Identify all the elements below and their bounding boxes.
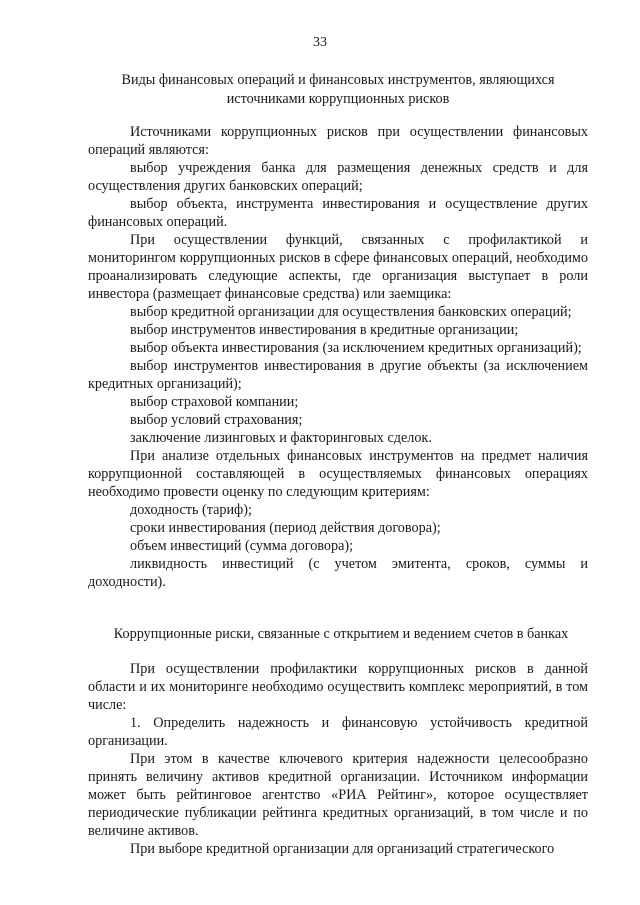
paragraph: При осуществлении функций, связанных с профилактикой и мониторингом коррупционных рисков в сфере финансовых операций, необходимо проанализировать следующие аспекты, где организация выступает в роли инвестора (размещает финансовые средства) или заемщика:: [88, 232, 588, 302]
paragraph: При этом в качестве ключевого критерия надежности целесообразно принять величину активов кредитной организации. Источником информации может быть рейтинговое агентство «РИА Рейтинг», которое осуществляет периодические публикации рейтинга кредитных организаций, в том числе и по величине активов.: [88, 751, 588, 839]
paragraph: 1. Определить надежность и финансовую устойчивость кредитной организации.: [88, 715, 588, 749]
paragraph: ликвидность инвестиций (с учетом эмитента, сроков, суммы и доходности).: [88, 556, 588, 590]
paragraph: При осуществлении профилактики коррупционных рисков в данной области и их мониторинге необходимо осуществить комплекс мероприятий, в том числе:: [88, 661, 588, 713]
paragraph: При анализе отдельных финансовых инструментов на предмет наличия коррупционной составляющей в осуществляемых финансовых операциях необходимо провести оценку по следующим критериям:: [88, 448, 588, 500]
paragraph: Источниками коррупционных рисков при осуществлении финансовых операций являются:: [88, 124, 588, 158]
paragraph: объем инвестиций (сумма договора);: [130, 538, 354, 554]
paragraph: сроки инвестирования (период действия договора);: [130, 520, 441, 536]
paragraph: выбор объекта инвестирования (за исключением кредитных организаций);: [130, 340, 582, 356]
paragraph: выбор инструментов инвестирования в кредитные организации;: [130, 322, 519, 338]
page-number: 33: [313, 35, 327, 50]
section-heading: Коррупционные риски, связанные с открытием и ведением счетов в банках: [113, 626, 569, 642]
paragraph: выбор условий страхования;: [130, 412, 303, 428]
paragraph: выбор учреждения банка для размещения денежных средств и для осуществления других банковских операций;: [88, 160, 588, 194]
paragraph: При выборе кредитной организации для организаций стратегического: [130, 841, 555, 857]
paragraph: выбор кредитной организации для осуществления банковских операций;: [130, 304, 572, 320]
section-body: [88, 123, 588, 591]
section-heading: Виды финансовых операций и финансовых инструментов, являющихся источниками коррупционных рисков: [121, 72, 555, 107]
paragraph: выбор страховой компании;: [130, 394, 299, 410]
section-body: [88, 660, 588, 858]
paragraph: выбор инструментов инвестирования в другие объекты (за исключением кредитных организаций);: [88, 358, 588, 392]
paragraph: выбор объекта, инструмента инвестирования и осуществление других финансовых операций.: [88, 196, 588, 230]
paragraph: заключение лизинговых и факторинговых сделок.: [130, 430, 432, 446]
paragraph: доходность (тариф);: [130, 502, 252, 518]
